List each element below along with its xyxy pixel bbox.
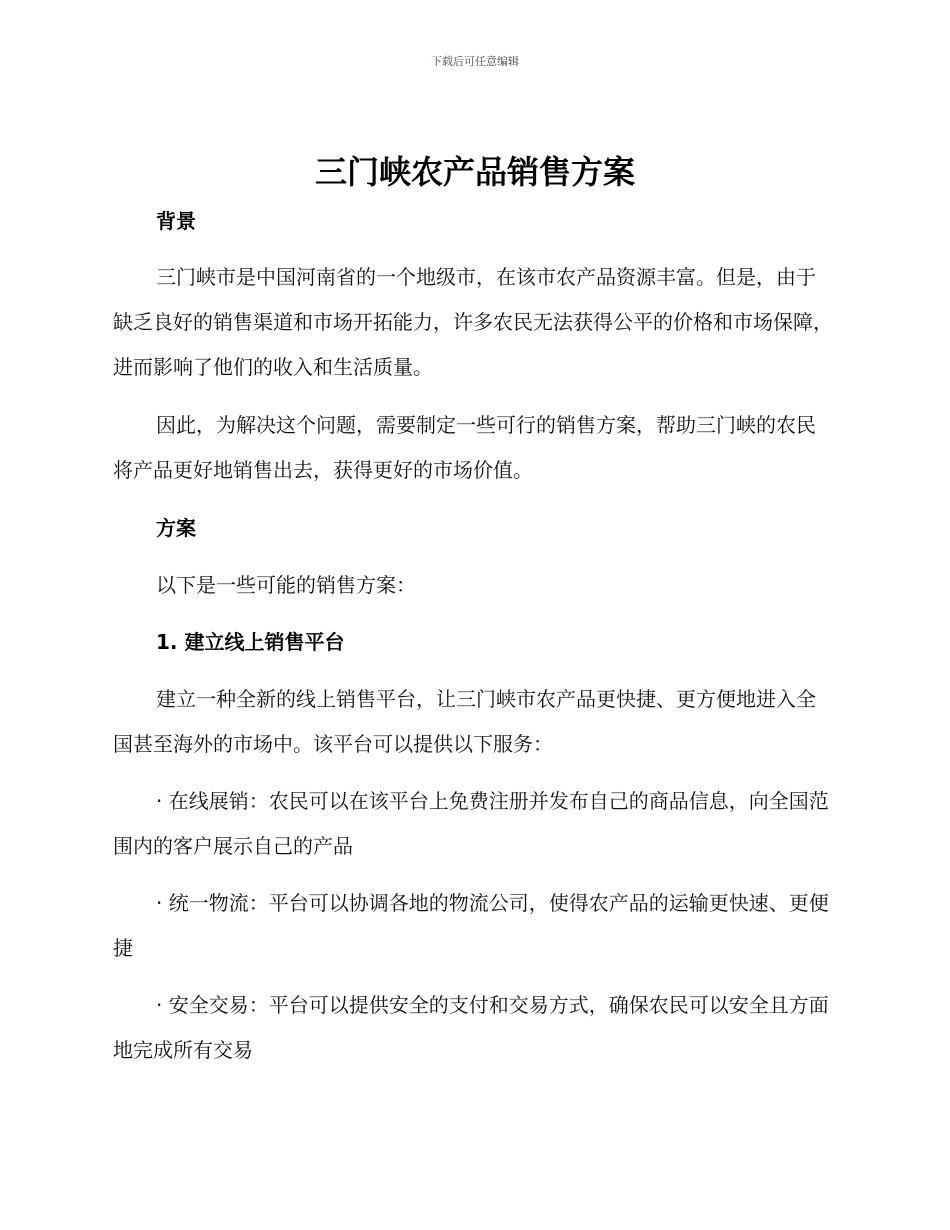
bullet-online-exhibition: · 在线展销：农民可以在该平台上免费注册并发布自己的商品信息，向全国范围内的客户展示自己的产品 xyxy=(113,789,829,858)
bullet-unified-logistics: · 统一物流：平台可以协调各地的物流公司，使得农产品的运输更快速、更便捷 xyxy=(113,891,829,960)
section-heading-plan: 方案 xyxy=(156,516,196,540)
online-platform-paragraph: 建立一种全新的线上销售平台，让三门峡市农产品更快捷、更方便地进入全国甚至海外的市场中。该平台可以提供以下服务： xyxy=(113,687,816,756)
plan-intro: 以下是一些可能的销售方案： xyxy=(156,573,416,597)
background-paragraph-2: 因此，为解决这个问题，需要制定一些可行的销售方案，帮助三门峡的农民将产品更好地销售出去，获得更好的市场价值。 xyxy=(113,413,816,482)
bullet-secure-transactions: · 安全交易：平台可以提供安全的支付和交易方式，确保农民可以安全且方面地完成所有交易 xyxy=(113,993,829,1062)
subheading-online-platform: 1. 建立线上销售平台 xyxy=(156,630,345,654)
section-heading-background: 背景 xyxy=(156,209,196,233)
background-paragraph-1: 三门峡市是中国河南省的一个地级市，在该市农产品资源丰富。但是，由于缺乏良好的销售渠道和市场开拓能力，许多农民无法获得公平的价格和市场保障，进而影响了他们的收入和生活质量。 xyxy=(113,265,833,379)
document-title: 三门峡农产品销售方案 xyxy=(314,153,635,191)
header-note: 下载后可任意编辑 xyxy=(431,55,519,68)
